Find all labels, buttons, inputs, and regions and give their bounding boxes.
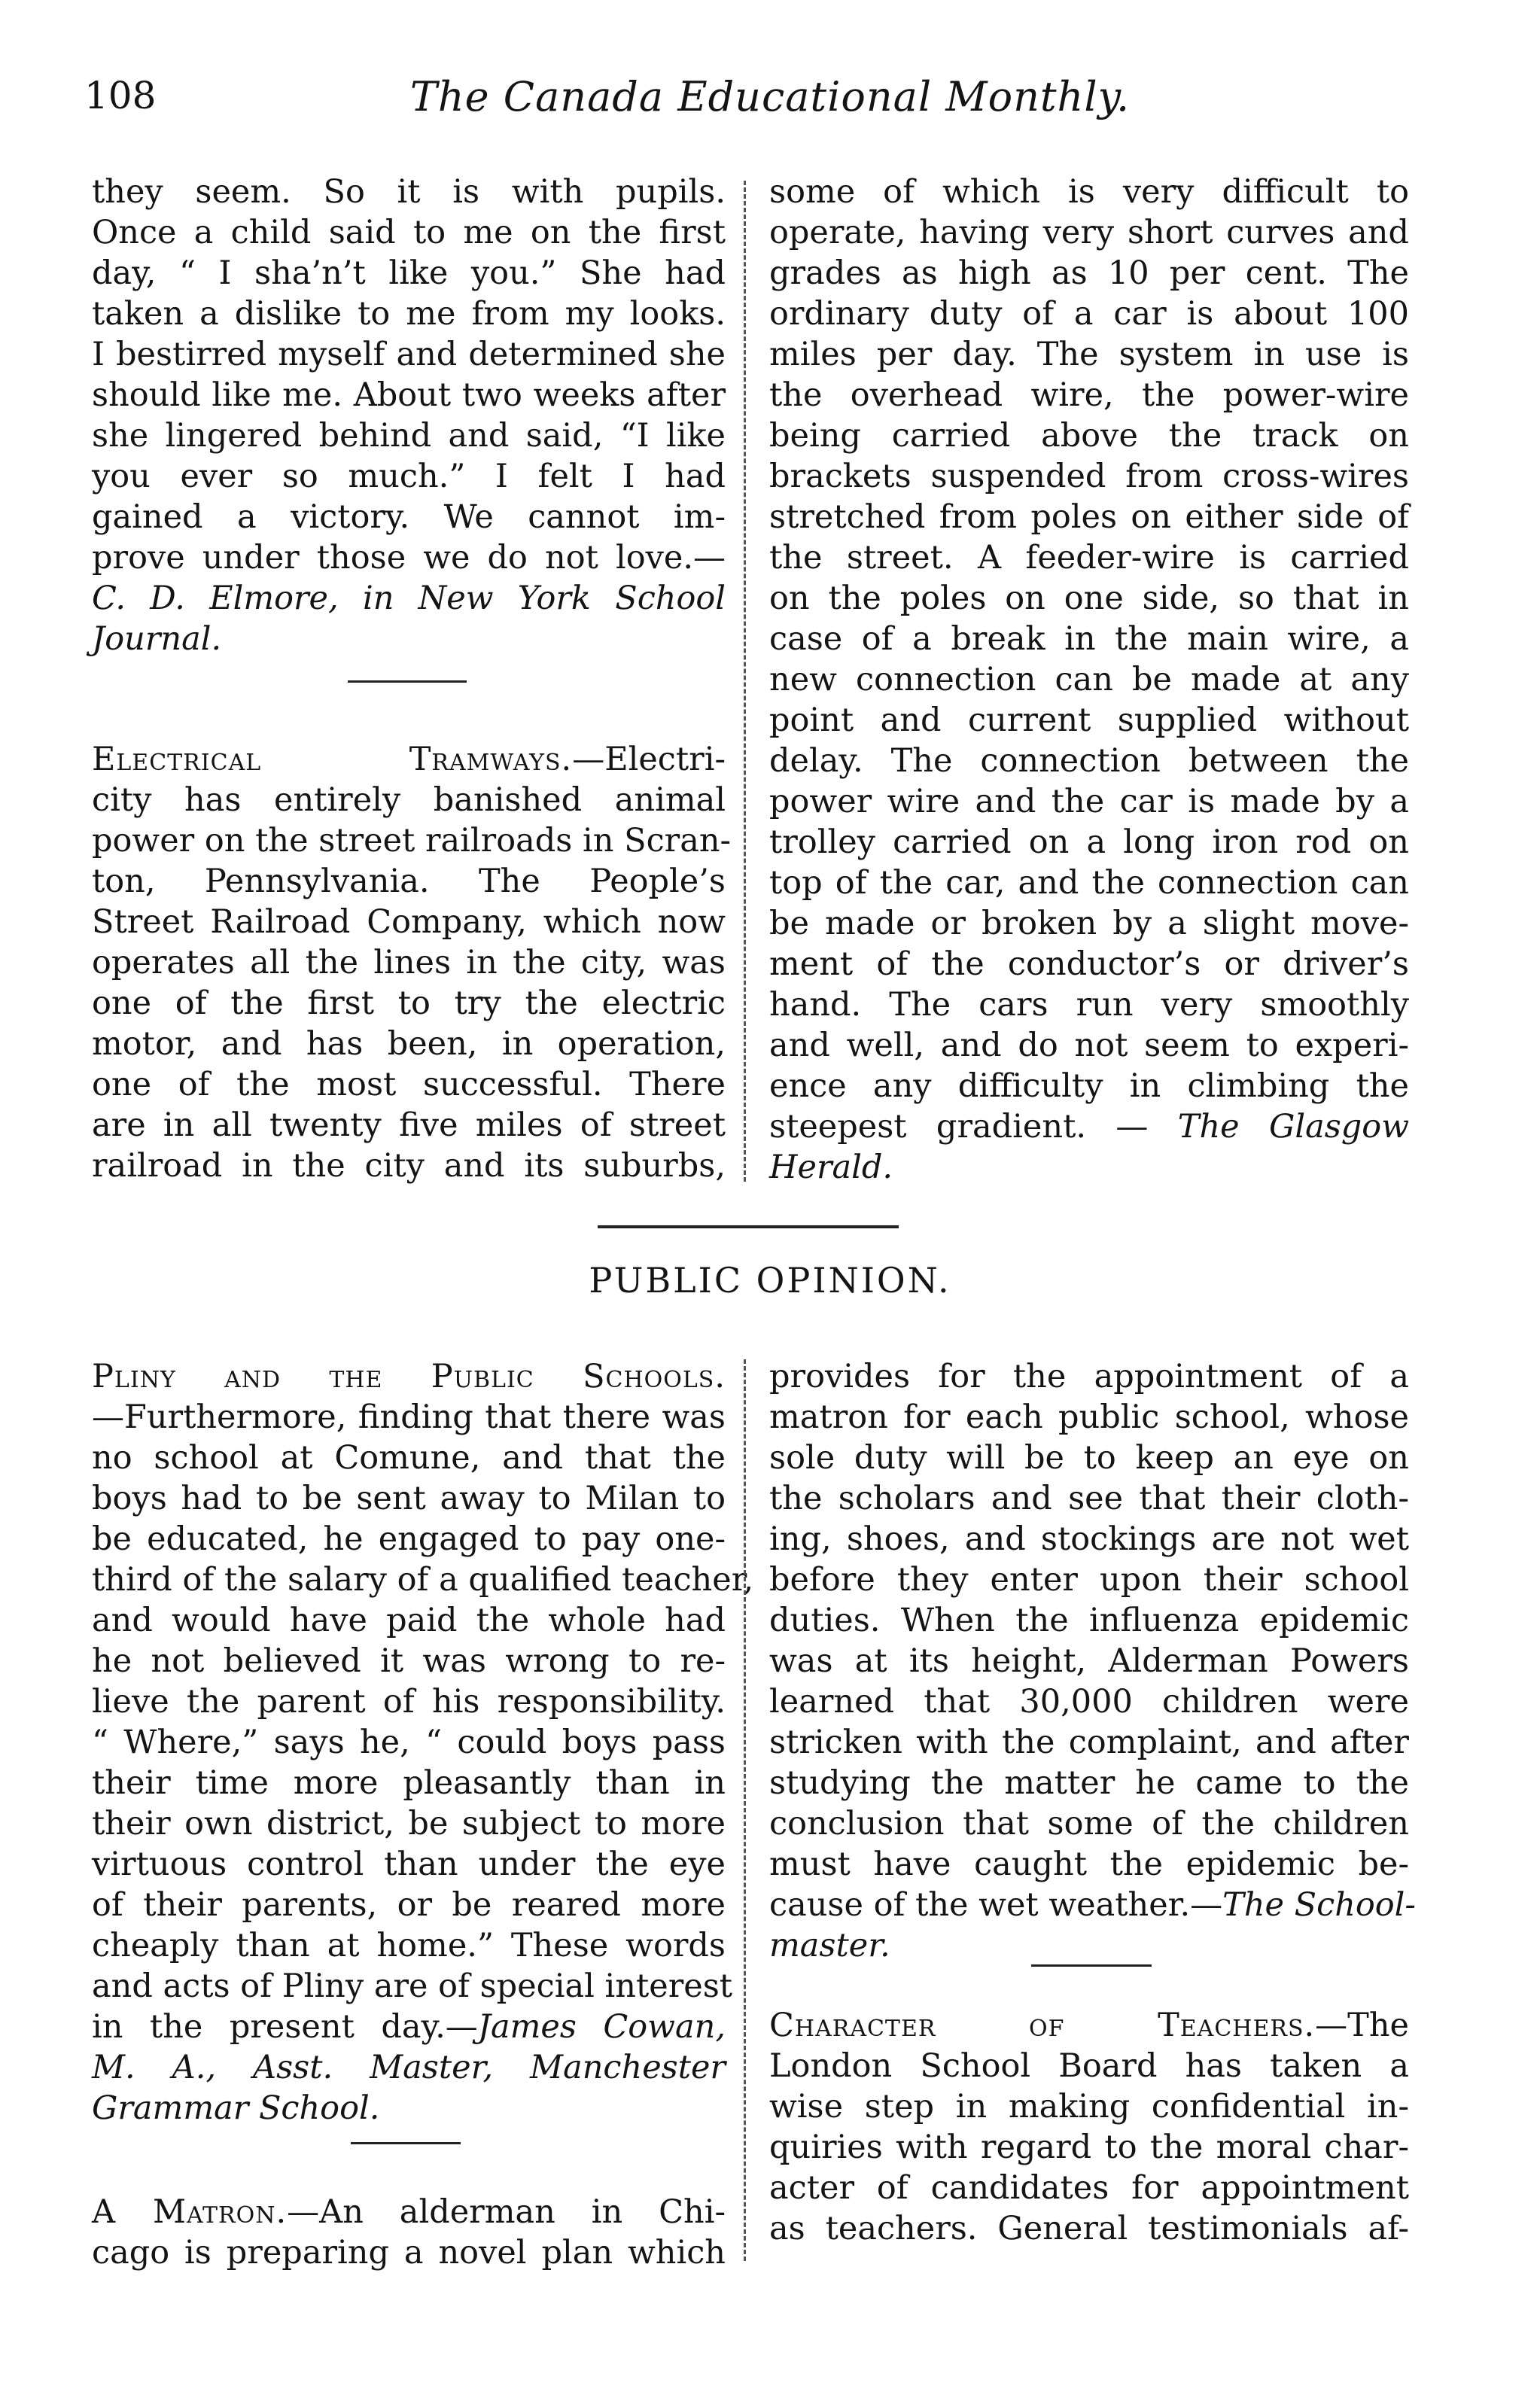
text-fragment: cause of the wet weather.— [769, 1886, 1223, 1924]
text-line: virtuous control than under the eye [92, 1846, 726, 1883]
column-divider [744, 181, 746, 1182]
text-line: some of which is very difficult to [769, 173, 1409, 211]
running-title: The Canada Educational Monthly. [409, 73, 1131, 120]
text-line: and acts of Pliny are of special interest [92, 1967, 733, 2005]
attribution-line [769, 1106, 1409, 1147]
text-line: day, “ I sha’n’t like you.” She had [92, 254, 726, 292]
text-line: gained a victory. We cannot im- [92, 498, 726, 536]
text-line: conclusion that some of the children [769, 1805, 1409, 1843]
text-line: new connection can be made at any [769, 661, 1409, 698]
text-line: she lingered behind and said, “I like [92, 417, 726, 455]
article-first-line [769, 2005, 1409, 2046]
matron-continued [769, 1356, 1416, 1966]
attribution: The Glasgow [1177, 1108, 1410, 1146]
text-line: their time more pleasantly than in [92, 1764, 726, 1802]
text-line: Once a child said to me on the first [92, 214, 726, 251]
text-line: cago is preparing a novel plan which [92, 2234, 726, 2272]
text-line: the overhead wire, the power-wire [769, 376, 1409, 414]
text-line: brackets suspended from cross-wires [769, 458, 1409, 495]
text-line: learned that 30,000 children were [769, 1683, 1409, 1721]
character-article [769, 2005, 1409, 2249]
text-line: point and current supplied without [769, 701, 1409, 739]
text-line: motor, and has been, in operation, [92, 1025, 726, 1063]
text-line: must have caught the epidemic be- [769, 1846, 1409, 1883]
text-line: prove under those we do not love.— [92, 539, 726, 577]
text-line: he not believed it was wrong to re- [92, 1642, 726, 1680]
text-line: power on the street railroads in Scran- [92, 822, 732, 860]
text-line: boys had to be sent away to Milan to [92, 1480, 726, 1517]
text-fragment: steepest gradient. — [769, 1108, 1178, 1146]
text-line: and would have paid the whole had [92, 1602, 726, 1639]
article-title: A Matron. [92, 2193, 288, 2231]
text-line: was at its height, Alderman Powers [769, 1642, 1409, 1680]
text-line: ence any difficulty in climbing the [769, 1067, 1409, 1105]
text-line: and well, and do not seem to experi- [769, 1027, 1409, 1064]
pliny-article [92, 1356, 754, 2129]
text-line: cheaply than at home.” These words [92, 1927, 726, 1964]
text-line: London School Board has taken a [769, 2047, 1409, 2085]
attribution-line [769, 1885, 1416, 1925]
text-line: top of the car, and the connection can [769, 864, 1409, 902]
text-line: ton, Pennsylvania. The People’s [92, 863, 726, 900]
attribution: James Cowan, [477, 2008, 726, 2046]
text-line: operates all the lines in the city, was [92, 944, 726, 981]
article-first-line [92, 1356, 726, 1397]
text-line: railroad in the city and its suburbs, [92, 1147, 726, 1185]
matron-article [92, 2192, 726, 2273]
short-rule [1031, 1964, 1152, 1967]
text-line: miles per day. The system in use is [769, 336, 1409, 373]
attribution-line [92, 2007, 726, 2047]
text-line: sole duty will be to keep an eye on [769, 1439, 1409, 1477]
article-title: Character of Teachers. [769, 2007, 1316, 2044]
text-fragment: —The [1315, 2007, 1409, 2044]
text-line: as teachers. General testimonials af- [769, 2210, 1409, 2247]
attribution: M. A., Asst. Master, Manchester [92, 2049, 726, 2086]
text-line: studying the matter he came to the [769, 1764, 1409, 1802]
text-fragment: in the present day.— [92, 2008, 478, 2046]
text-line: stretched from poles on either side of [769, 498, 1409, 536]
text-line: city has entirely banished animal [92, 781, 726, 819]
tramways-continued [769, 172, 1409, 1188]
text-line: I bestirred myself and determined she [92, 336, 726, 373]
text-line: you ever so much.” I felt I had [92, 458, 726, 495]
text-line: —Furthermore, finding that there was [92, 1398, 726, 1436]
text-line: one of the most successful. There [92, 1066, 726, 1103]
article-first-line [92, 739, 726, 780]
text-line: duties. When the influenza epidemic [769, 1602, 1409, 1639]
text-line: “ Where,” says he, “ could boys pass [92, 1724, 726, 1761]
text-line: matron for each public school, whose [769, 1398, 1409, 1436]
attribution: master. [769, 1927, 890, 1964]
text-line: trolley carried on a long iron rod on [769, 823, 1409, 861]
text-line: are in all twenty five miles of street [92, 1106, 726, 1144]
tramways-article [92, 739, 732, 1186]
text-line: ment of the conductor’s or driver’s [769, 945, 1409, 983]
text-fragment: —An alderman in Chi- [287, 2193, 726, 2231]
text-line: the street. A feeder-wire is carried [769, 539, 1409, 577]
text-line: the scholars and see that their cloth- [769, 1480, 1409, 1517]
text-line: wise step in making confidential in- [769, 2088, 1409, 2126]
text-line: of their parents, or be reared more [92, 1886, 726, 1924]
text-line: power wire and the car is made by a [769, 783, 1409, 820]
text-line: grades as high as 10 per cent. The [769, 254, 1409, 292]
text-line: third of the salary of a qualified teacher, [92, 1561, 754, 1599]
page-number: 108 [84, 74, 157, 117]
text-line: taken a dislike to me from my looks. [92, 295, 726, 333]
text-line: no school at Comune, and that the [92, 1439, 726, 1477]
short-rule [351, 2142, 461, 2144]
attribution: Grammar School. [92, 2089, 380, 2127]
text-line: lieve the parent of his responsibility. [92, 1683, 726, 1721]
text-line: quiries with regard to the moral char- [769, 2129, 1409, 2166]
article-first-line [92, 2192, 726, 2232]
text-line: hand. The cars run very smoothly [769, 986, 1409, 1024]
short-rule [348, 680, 467, 683]
text-line: being carried above the track on [769, 417, 1409, 455]
text-line: be made or broken by a slight move- [769, 905, 1409, 942]
text-line: ordinary duty of a car is about 100 [769, 295, 1409, 333]
text-line: one of the first to try the electric [92, 984, 726, 1022]
attribution: C. D. Elmore, in New York School [92, 580, 726, 617]
attribution: The School- [1222, 1886, 1416, 1924]
section-heading: PUBLIC OPINION. [589, 1260, 951, 1301]
text-fragment: —Electri- [572, 741, 726, 778]
text-line: provides for the appointment of a [769, 1358, 1409, 1395]
text-line: on the poles on one side, so that in [769, 580, 1409, 617]
text-line: acter of candidates for appointment [769, 2169, 1409, 2207]
article-title: Pliny and the Public Schools. [92, 1358, 726, 1395]
text-line: operate, having very short curves and [769, 214, 1409, 251]
section-rule [598, 1225, 899, 1228]
text-line: ing, shoes, and stockings are not wet [769, 1520, 1409, 1558]
article-title: Electrical Tramways. [92, 741, 573, 778]
attribution: Journal. [92, 620, 222, 658]
attribution: Herald. [769, 1149, 893, 1186]
text-line: stricken with the complaint, and after [769, 1724, 1409, 1761]
text-line: should like me. About two weeks after [92, 376, 726, 414]
text-line: delay. The connection between the [769, 742, 1409, 780]
text-line: they seem. So it is with pupils. [92, 173, 726, 211]
text-line: their own district, be subject to more [92, 1805, 726, 1843]
text-line: Street Railroad Company, which now [92, 903, 726, 941]
top-left-column [92, 172, 726, 659]
column-divider [744, 1359, 746, 2261]
text-line: be educated, he engaged to pay one- [92, 1520, 726, 1558]
text-line: before they enter upon their school [769, 1561, 1409, 1599]
text-line: case of a break in the main wire, a [769, 620, 1409, 658]
